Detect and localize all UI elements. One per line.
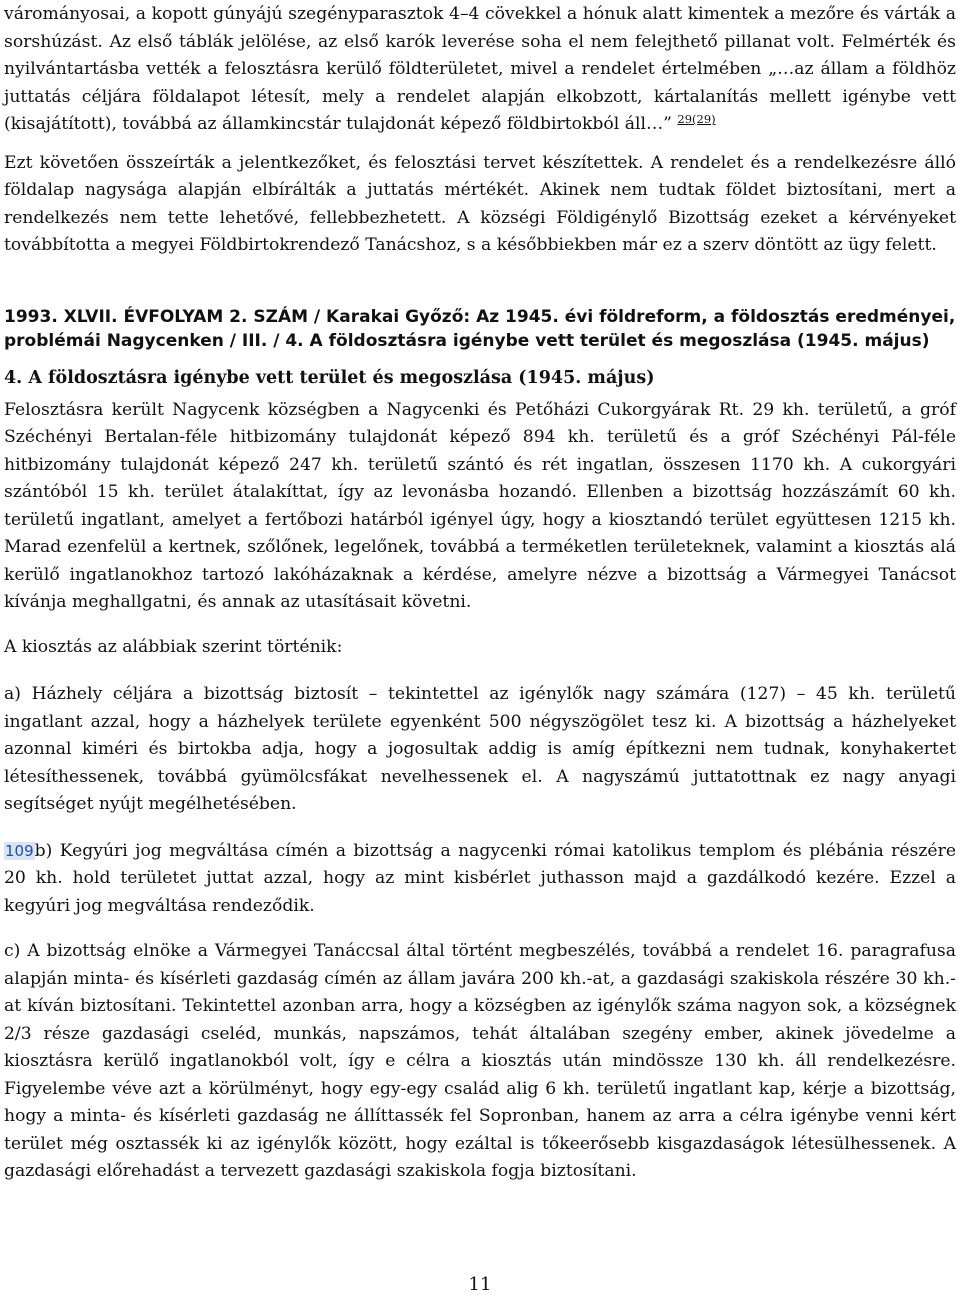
paragraph-c: c) A bizottság elnöke a Vármegyei Tanáccsal által történt megbeszélés, továbbá a rendelet 16. paragrafusa alapján minta- és kísérleti gazdaság címén az állam javára 200 kh.-at, a gazdasági szakiskola részére 30 kh.-at kíván biztosítani. Tekintettel azonban arra, hogy a községben az igénylők száma nagyon sok, a községnek 2/3 része gazdasági cseléd, munkás, napszámos, tehát általában szegény ember, akinek jövedelme a kiosztásra kerülő ingatlanokból volt, így e célra a kiosztás után mindössze 130 kh. áll rendelkezésre. Figyelembe véve azt a körülményt, hogy egy-egy család alig 6 kh. területű ingatlant kap, kérje a bizottság, hogy a minta- és kísérleti gazdaság ne állíttassék fel Sopronban, hanem az arra a célra igénybe venni kért terület még osztassék ki az igénylők között, hogy ezáltal is tőkeerősebb kisgazdaságok létesülhessenek. A gazdasági előrehadást a tervezett gazdasági szakiskola fogja biztosítani.: [4, 941, 956, 1181]
applicants-paragraph: Ezt követően összeírták a jelentkezőket, és felosztási tervet készítettek. A rendelet és a rendelkezésre álló földalap nagysága alapján elbírálták a juttatás mértékét. Akinek nem tudtak földet biztosítani, mert a rendelkezés nem tette lehetővé, fellebbezhetett. A községi Földigénylő Bizottság ezeket a kérvényeket továbbította a megyei Földbirtokrendező Tanácshoz, s a későbbiekben már ez a szerv döntött az ügy felett.: [4, 152, 956, 255]
paragraph-b-text: b) Kegyúri jog megváltása címén a bizottság a nagycenki római katolikus templom és plébánia részére 20 kh. hold területet juttat azzal, hogy az mint kisbérlet juthasson majd a gazdálkodó kezére. Ezzel a kegyúri jog megváltása rendeződik.: [4, 840, 956, 916]
intro-text: várományosai, a kopott gúnyájú szegényparasztok 4–4 cövekkel a hónuk alatt kimentek a mezőre és várták a sorshúzást. Az első táblák jelölése, az első karók leverése soha el nem felejthető pillanat volt. Felmérték és nyilvántartásba vették a felosztásra kerülő földterületet, mivel a rendelet értelmében „…az állam a földhöz juttatás céljára földalapot létesít, mely a rendelet alapján elkobzott, kártalanítás mellett igénybe vett (kisajátított), továbbá az államkincstár tulajdonát képező földbirtokból áll…”: [4, 4, 956, 134]
footnote-link[interactable]: 29(29): [677, 112, 716, 126]
paragraph-b: [4, 838, 956, 921]
paragraph-a: a) Házhely céljára a bizottság biztosít – tekintettel az igénylők nagy számára (127) – 45 kh. területű ingatlant azzal, hogy a házhelyek területe egyenként 500 négyszögölet tesz ki. A bizottság a házhelyeket azonnal kiméri és birtokba adja, hogy a jogosultak addig is amíg építkezni nem tudnak, konyhakertet létesíthessenek, továbbá gyümölcsfákat nevelhessenek el. A nagyszámú juttatottnak ez nagy anyagi segítséget nyújt megélhetésében.: [4, 684, 956, 814]
intro-paragraph: [4, 1, 956, 139]
lead-paragraph: A kiosztás az alábbiak szerint történik:: [4, 636, 343, 657]
page-marker-link[interactable]: 109: [5, 841, 34, 860]
area-paragraph: Felosztásra került Nagycenk községben a Nagycenki és Petőházi Cukorgyárak Rt. 29 kh. területű, a gróf Széchényi Bertalan-féle hitbizomány tulajdonát képező 894 kh. területű és a gróf Széchényi Pál-féle hitbizomány tulajdonát képező 247 kh. területű szántó és rét ingatlan, összesen 1170 kh. A cukorgyári szántóból 15 kh. terület átalakíttat, így az levonásba hozandó. Ellenben a bizottság hozzászámít 60 kh. területű ingatlant, amelyet a fertőbozi határból igényel úgy, hogy a kiosztandó terület együttesen 1215 kh. Marad ezenfelül a kertnek, szőlőnek, legelőnek, továbbá a terméketlen területeknek, valamint a kiosztás alá kerülő ingatlanokhoz tartozó lakóházaknak a kérdése, amelyre nézve a bizottság a Vármegyei Tanácsot kívánja meghallgatni, és annak az utasításait követni.: [4, 399, 956, 612]
document-page: [4, 0, 956, 1186]
section-subheading: 4. A földosztásra igénybe vett terület és megoszlása (1945. május): [4, 367, 655, 388]
article-heading: 1993. XLVII. ÉVFOLYAM 2. SZÁM / Karakai Győző: Az 1945. évi földreform, a földosztás eredményei, problémái Nagycenken / III. / 4. A földosztásra igénybe vett terület és megoszlása (1945. május): [4, 306, 956, 351]
page-number: 11: [468, 1274, 492, 1295]
